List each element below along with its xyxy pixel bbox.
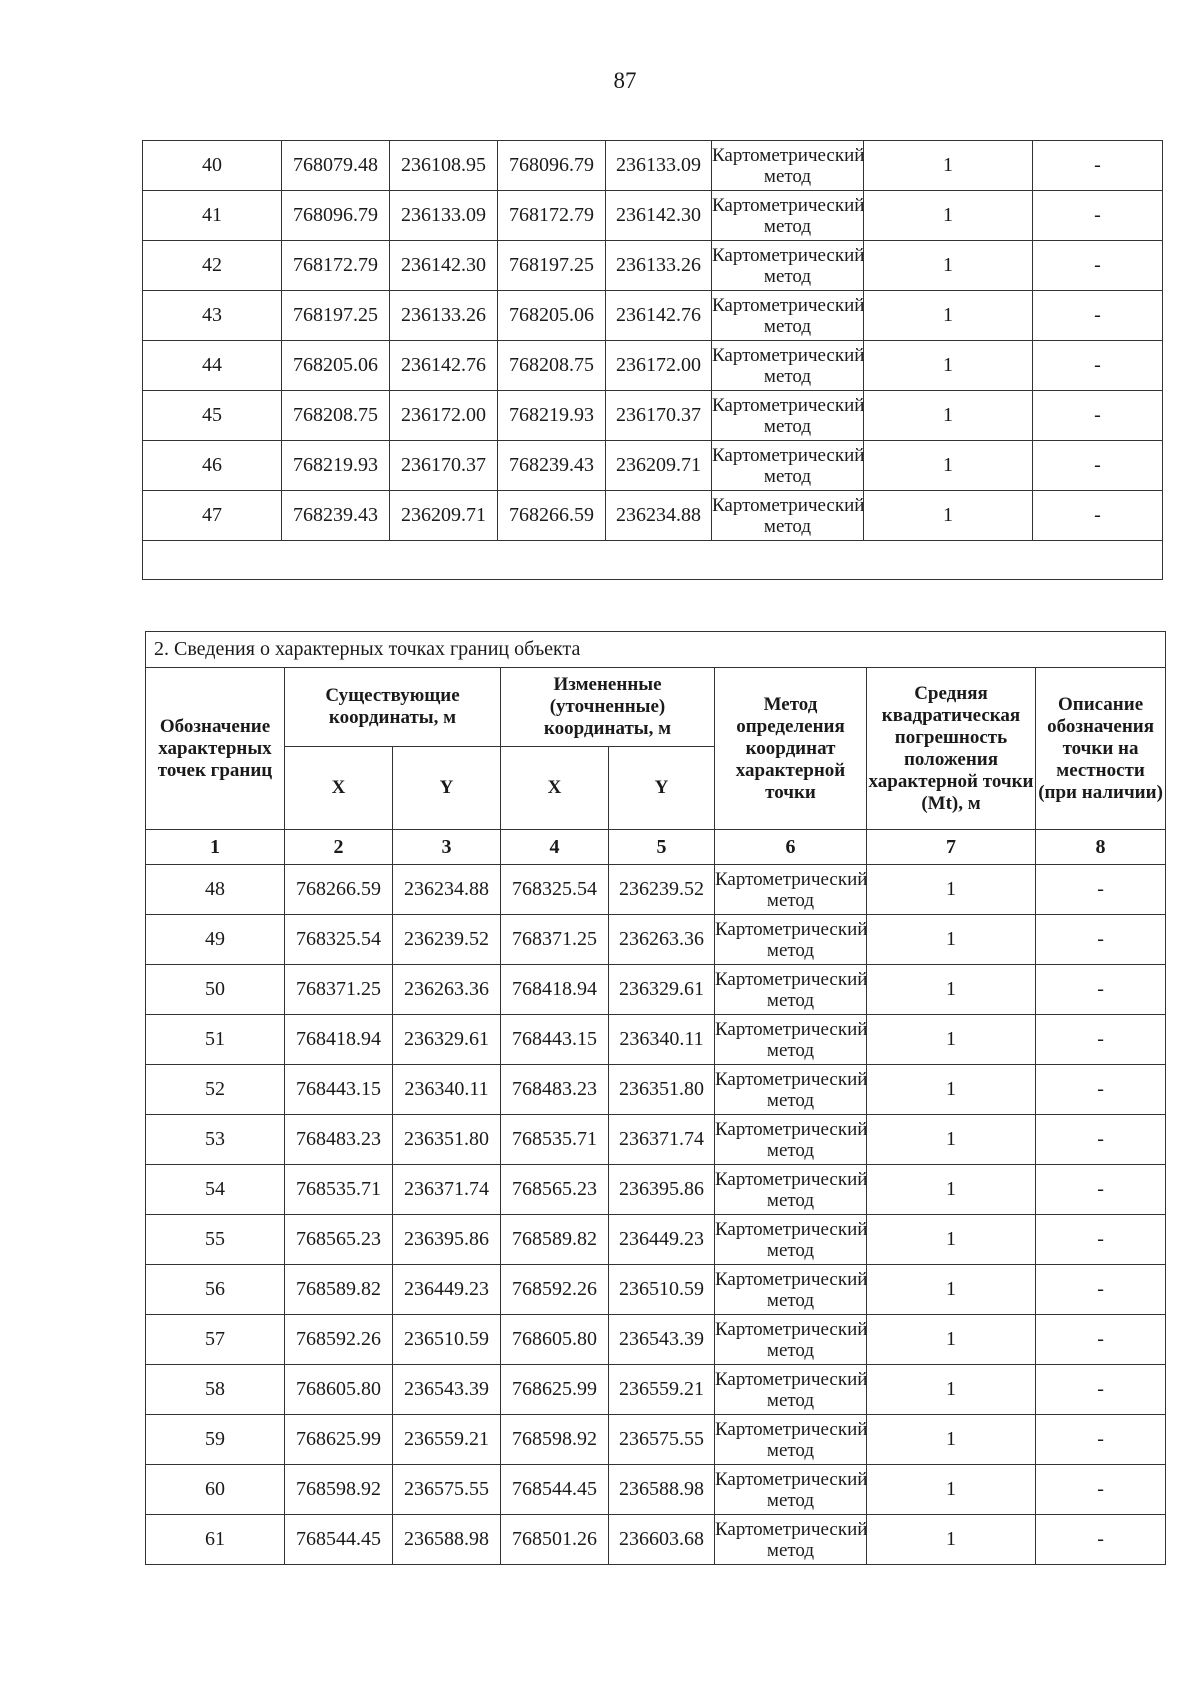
table-row xyxy=(146,915,1166,965)
desc-cell: - xyxy=(1033,241,1163,291)
table-row xyxy=(146,1065,1166,1115)
y-changed-cell: 236172.00 xyxy=(606,341,712,391)
method-cell: Картометрический метод xyxy=(715,1115,867,1165)
blank-row xyxy=(143,541,1163,580)
method-cell: Картометрический метод xyxy=(715,1365,867,1415)
x-changed-cell: 768205.06 xyxy=(498,291,606,341)
y-existing-cell: 236329.61 xyxy=(393,1015,501,1065)
table-row xyxy=(146,1215,1166,1265)
method-cell: Картометрический метод xyxy=(712,141,864,191)
col-number: 1 xyxy=(146,830,285,865)
x-changed-cell: 768266.59 xyxy=(498,491,606,541)
error-cell: 1 xyxy=(867,1115,1036,1165)
table-row xyxy=(146,1015,1166,1065)
column-number-row xyxy=(146,830,1166,865)
x-existing-cell: 768598.92 xyxy=(285,1465,393,1515)
x-existing-cell: 768418.94 xyxy=(285,1015,393,1065)
x-existing-cell: 768096.79 xyxy=(282,191,390,241)
page-number: 87 xyxy=(613,68,637,93)
header-y-existing: Y xyxy=(393,747,501,830)
header-error: Средняя квадратическая погрешность положения характерной точки (Mt), м xyxy=(867,668,1036,830)
x-existing-cell: 768371.25 xyxy=(285,965,393,1015)
desc-cell: - xyxy=(1036,965,1166,1015)
y-existing-cell: 236234.88 xyxy=(393,865,501,915)
x-existing-cell: 768266.59 xyxy=(285,865,393,915)
y-existing-cell: 236340.11 xyxy=(393,1065,501,1115)
method-cell: Картометрический метод xyxy=(712,191,864,241)
header-x-changed: X xyxy=(501,747,609,830)
col-number: 4 xyxy=(501,830,609,865)
point-id-cell: 48 xyxy=(146,865,285,915)
method-cell: Картометрический метод xyxy=(715,915,867,965)
method-cell: Картометрический метод xyxy=(715,1415,867,1465)
y-changed-cell: 236371.74 xyxy=(609,1115,715,1165)
error-cell: 1 xyxy=(867,1415,1036,1465)
y-changed-cell: 236559.21 xyxy=(609,1365,715,1415)
table-row xyxy=(143,441,1163,491)
desc-cell: - xyxy=(1033,291,1163,341)
y-changed-cell: 236340.11 xyxy=(609,1015,715,1065)
x-existing-cell: 768565.23 xyxy=(285,1215,393,1265)
y-existing-cell: 236510.59 xyxy=(393,1315,501,1365)
point-id-cell: 50 xyxy=(146,965,285,1015)
error-cell: 1 xyxy=(864,291,1033,341)
y-changed-cell: 236351.80 xyxy=(609,1065,715,1115)
error-cell: 1 xyxy=(864,341,1033,391)
header-x-existing: X xyxy=(285,747,393,830)
x-changed-cell: 768605.80 xyxy=(501,1315,609,1365)
desc-cell: - xyxy=(1033,491,1163,541)
error-cell: 1 xyxy=(864,191,1033,241)
point-id-cell: 61 xyxy=(146,1515,285,1565)
header-changed: Измененные (уточненные) координаты, м xyxy=(501,668,715,747)
table-row xyxy=(143,241,1163,291)
table-caption: 2. Сведения о характерных точках границ объекта xyxy=(146,632,1166,668)
x-changed-cell: 768483.23 xyxy=(501,1065,609,1115)
table-row xyxy=(143,391,1163,441)
col-number: 6 xyxy=(715,830,867,865)
error-cell: 1 xyxy=(867,1465,1036,1515)
x-changed-cell: 768443.15 xyxy=(501,1015,609,1065)
table-row xyxy=(146,1515,1166,1565)
y-changed-cell: 236449.23 xyxy=(609,1215,715,1265)
y-existing-cell: 236142.30 xyxy=(390,241,498,291)
error-cell: 1 xyxy=(867,1515,1036,1565)
x-changed-cell: 768598.92 xyxy=(501,1415,609,1465)
method-cell: Картометрический метод xyxy=(715,1465,867,1515)
x-existing-cell: 768625.99 xyxy=(285,1415,393,1465)
point-id-cell: 60 xyxy=(146,1465,285,1515)
y-changed-cell: 236170.37 xyxy=(606,391,712,441)
point-id-cell: 46 xyxy=(143,441,282,491)
error-cell: 1 xyxy=(867,865,1036,915)
y-existing-cell: 236559.21 xyxy=(393,1415,501,1465)
y-existing-cell: 236371.74 xyxy=(393,1165,501,1215)
y-changed-cell: 236239.52 xyxy=(609,865,715,915)
x-existing-cell: 768219.93 xyxy=(282,441,390,491)
table-row xyxy=(143,291,1163,341)
desc-cell: - xyxy=(1036,1515,1166,1565)
point-id-cell: 42 xyxy=(143,241,282,291)
x-changed-cell: 768197.25 xyxy=(498,241,606,291)
x-changed-cell: 768096.79 xyxy=(498,141,606,191)
y-changed-cell: 236142.76 xyxy=(606,291,712,341)
table-row xyxy=(146,1365,1166,1415)
x-existing-cell: 768325.54 xyxy=(285,915,393,965)
error-cell: 1 xyxy=(867,1065,1036,1115)
y-changed-cell: 236133.26 xyxy=(606,241,712,291)
header-row xyxy=(146,668,1166,747)
x-existing-cell: 768535.71 xyxy=(285,1165,393,1215)
y-existing-cell: 236108.95 xyxy=(390,141,498,191)
y-changed-cell: 236588.98 xyxy=(609,1465,715,1515)
header-point: Обозначение характерных точек границ xyxy=(146,668,285,830)
y-changed-cell: 236543.39 xyxy=(609,1315,715,1365)
point-id-cell: 54 xyxy=(146,1165,285,1215)
y-existing-cell: 236588.98 xyxy=(393,1515,501,1565)
table-row xyxy=(146,1115,1166,1165)
method-cell: Картометрический метод xyxy=(712,441,864,491)
y-changed-cell: 236575.55 xyxy=(609,1415,715,1465)
table1-body xyxy=(143,141,1163,541)
error-cell: 1 xyxy=(867,1015,1036,1065)
table-row xyxy=(143,191,1163,241)
point-id-cell: 55 xyxy=(146,1215,285,1265)
y-changed-cell: 236395.86 xyxy=(609,1165,715,1215)
method-cell: Картометрический метод xyxy=(715,1315,867,1365)
y-existing-cell: 236142.76 xyxy=(390,341,498,391)
desc-cell: - xyxy=(1036,1415,1166,1465)
method-cell: Картометрический метод xyxy=(712,341,864,391)
desc-cell: - xyxy=(1036,915,1166,965)
x-changed-cell: 768208.75 xyxy=(498,341,606,391)
x-existing-cell: 768197.25 xyxy=(282,291,390,341)
method-cell: Картометрический метод xyxy=(715,865,867,915)
error-cell: 1 xyxy=(864,141,1033,191)
desc-cell: - xyxy=(1036,1215,1166,1265)
point-id-cell: 57 xyxy=(146,1315,285,1365)
x-changed-cell: 768219.93 xyxy=(498,391,606,441)
x-changed-cell: 768544.45 xyxy=(501,1465,609,1515)
point-id-cell: 51 xyxy=(146,1015,285,1065)
y-changed-cell: 236510.59 xyxy=(609,1265,715,1315)
table-row xyxy=(146,1315,1166,1365)
method-cell: Картометрический метод xyxy=(712,291,864,341)
col-number: 3 xyxy=(393,830,501,865)
error-cell: 1 xyxy=(867,1365,1036,1415)
desc-cell: - xyxy=(1033,141,1163,191)
desc-cell: - xyxy=(1036,865,1166,915)
desc-cell: - xyxy=(1036,1315,1166,1365)
table-row xyxy=(146,1265,1166,1315)
desc-cell: - xyxy=(1033,191,1163,241)
method-cell: Картометрический метод xyxy=(715,1015,867,1065)
error-cell: 1 xyxy=(867,1215,1036,1265)
y-changed-cell: 236603.68 xyxy=(609,1515,715,1565)
table-row xyxy=(146,1465,1166,1515)
header-y-changed: Y xyxy=(609,747,715,830)
desc-cell: - xyxy=(1036,1115,1166,1165)
table-row xyxy=(146,1165,1166,1215)
desc-cell: - xyxy=(1036,1165,1166,1215)
x-existing-cell: 768172.79 xyxy=(282,241,390,291)
point-id-cell: 47 xyxy=(143,491,282,541)
x-changed-cell: 768535.71 xyxy=(501,1115,609,1165)
x-existing-cell: 768239.43 xyxy=(282,491,390,541)
desc-cell: - xyxy=(1036,1015,1166,1065)
y-existing-cell: 236351.80 xyxy=(393,1115,501,1165)
point-id-cell: 45 xyxy=(143,391,282,441)
y-existing-cell: 236543.39 xyxy=(393,1365,501,1415)
table-row xyxy=(143,141,1163,191)
point-id-cell: 53 xyxy=(146,1115,285,1165)
desc-cell: - xyxy=(1036,1065,1166,1115)
method-cell: Картометрический метод xyxy=(712,491,864,541)
header-desc: Описание обозначения точки на местности (при наличии) xyxy=(1036,668,1166,830)
error-cell: 1 xyxy=(867,965,1036,1015)
coordinates-table-continued xyxy=(142,140,1163,580)
x-changed-cell: 768501.26 xyxy=(501,1515,609,1565)
error-cell: 1 xyxy=(864,441,1033,491)
method-cell: Картометрический метод xyxy=(712,241,864,291)
x-existing-cell: 768205.06 xyxy=(282,341,390,391)
x-existing-cell: 768544.45 xyxy=(285,1515,393,1565)
desc-cell: - xyxy=(1033,391,1163,441)
y-changed-cell: 236263.36 xyxy=(609,915,715,965)
y-existing-cell: 236449.23 xyxy=(393,1265,501,1315)
method-cell: Картометрический метод xyxy=(715,1165,867,1215)
table-row xyxy=(146,965,1166,1015)
boundary-points-table xyxy=(145,631,1166,1565)
y-existing-cell: 236172.00 xyxy=(390,391,498,441)
error-cell: 1 xyxy=(867,1265,1036,1315)
blank-cell xyxy=(143,541,1163,580)
y-changed-cell: 236234.88 xyxy=(606,491,712,541)
error-cell: 1 xyxy=(864,491,1033,541)
point-id-cell: 49 xyxy=(146,915,285,965)
y-existing-cell: 236239.52 xyxy=(393,915,501,965)
method-cell: Картометрический метод xyxy=(712,391,864,441)
desc-cell: - xyxy=(1036,1365,1166,1415)
x-changed-cell: 768625.99 xyxy=(501,1365,609,1415)
method-cell: Картометрический метод xyxy=(715,1265,867,1315)
table-row xyxy=(143,341,1163,391)
x-existing-cell: 768208.75 xyxy=(282,391,390,441)
x-changed-cell: 768172.79 xyxy=(498,191,606,241)
x-changed-cell: 768371.25 xyxy=(501,915,609,965)
desc-cell: - xyxy=(1036,1465,1166,1515)
x-existing-cell: 768483.23 xyxy=(285,1115,393,1165)
col-number: 5 xyxy=(609,830,715,865)
x-existing-cell: 768589.82 xyxy=(285,1265,393,1315)
x-existing-cell: 768079.48 xyxy=(282,141,390,191)
table-row xyxy=(146,1415,1166,1465)
error-cell: 1 xyxy=(867,1165,1036,1215)
point-id-cell: 56 xyxy=(146,1265,285,1315)
method-cell: Картометрический метод xyxy=(715,1515,867,1565)
x-existing-cell: 768443.15 xyxy=(285,1065,393,1115)
x-changed-cell: 768592.26 xyxy=(501,1265,609,1315)
point-id-cell: 43 xyxy=(143,291,282,341)
error-cell: 1 xyxy=(864,391,1033,441)
point-id-cell: 58 xyxy=(146,1365,285,1415)
point-id-cell: 44 xyxy=(143,341,282,391)
col-number: 2 xyxy=(285,830,393,865)
y-changed-cell: 236133.09 xyxy=(606,141,712,191)
x-changed-cell: 768325.54 xyxy=(501,865,609,915)
y-existing-cell: 236133.09 xyxy=(390,191,498,241)
table-caption-row xyxy=(146,632,1166,668)
x-changed-cell: 768239.43 xyxy=(498,441,606,491)
y-existing-cell: 236133.26 xyxy=(390,291,498,341)
y-existing-cell: 236395.86 xyxy=(393,1215,501,1265)
error-cell: 1 xyxy=(864,241,1033,291)
x-existing-cell: 768605.80 xyxy=(285,1365,393,1415)
y-existing-cell: 236209.71 xyxy=(390,491,498,541)
y-changed-cell: 236142.30 xyxy=(606,191,712,241)
x-changed-cell: 768418.94 xyxy=(501,965,609,1015)
method-cell: Картометрический метод xyxy=(715,1215,867,1265)
table-row xyxy=(143,491,1163,541)
y-changed-cell: 236329.61 xyxy=(609,965,715,1015)
y-changed-cell: 236209.71 xyxy=(606,441,712,491)
col-number: 8 xyxy=(1036,830,1166,865)
point-id-cell: 52 xyxy=(146,1065,285,1115)
desc-cell: - xyxy=(1033,341,1163,391)
table-row xyxy=(146,865,1166,915)
y-existing-cell: 236263.36 xyxy=(393,965,501,1015)
x-existing-cell: 768592.26 xyxy=(285,1315,393,1365)
y-existing-cell: 236575.55 xyxy=(393,1465,501,1515)
col-number: 7 xyxy=(867,830,1036,865)
desc-cell: - xyxy=(1033,441,1163,491)
desc-cell: - xyxy=(1036,1265,1166,1315)
table2-body xyxy=(146,865,1166,1565)
header-method: Метод определения координат характерной точки xyxy=(715,668,867,830)
x-changed-cell: 768589.82 xyxy=(501,1215,609,1265)
error-cell: 1 xyxy=(867,915,1036,965)
point-id-cell: 59 xyxy=(146,1415,285,1465)
x-changed-cell: 768565.23 xyxy=(501,1165,609,1215)
method-cell: Картометрический метод xyxy=(715,1065,867,1115)
y-existing-cell: 236170.37 xyxy=(390,441,498,491)
method-cell: Картометрический метод xyxy=(715,965,867,1015)
header-existing: Существующие координаты, м xyxy=(285,668,501,747)
error-cell: 1 xyxy=(867,1315,1036,1365)
point-id-cell: 40 xyxy=(143,141,282,191)
point-id-cell: 41 xyxy=(143,191,282,241)
